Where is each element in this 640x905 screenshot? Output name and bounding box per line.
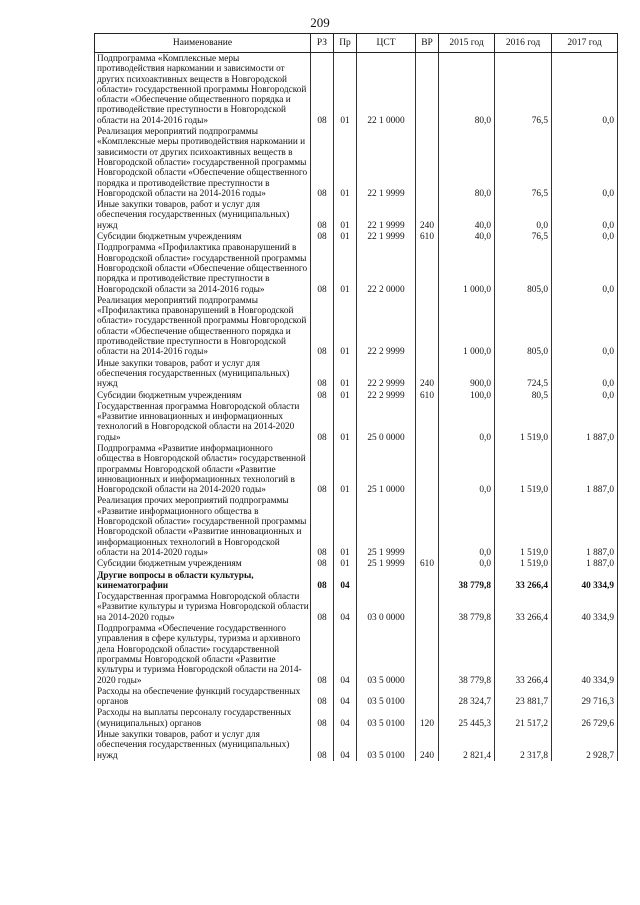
cell-rz: 08: [311, 570, 334, 592]
table-row: [95, 295, 618, 358]
cell-cst: 25 1 0000: [357, 443, 416, 495]
cell-2016: 21 517,2: [495, 707, 552, 729]
cell-name: Подпрограмма «Обеспечение государственного управления в сфере культуры, туризма и архивного дела Новгородской области» государственной программы Новгородской области «Развитие культуры и туризма Новгородской области на 2014-2020 годы»: [95, 623, 311, 686]
cell-2015: 40,0: [439, 199, 495, 231]
cell-vr: 120: [416, 707, 439, 729]
cell-cst: 25 0 0000: [357, 401, 416, 443]
cell-cst: 25 1 9999: [357, 495, 416, 558]
cell-pr: 04: [334, 570, 357, 592]
cell-cst: 03 0 0000: [357, 591, 416, 623]
table-row: [95, 390, 618, 401]
cell-vr: [416, 623, 439, 686]
cell-name: Субсидии бюджетным учреждениям: [95, 231, 311, 242]
cell-vr: [416, 401, 439, 443]
cell-rz: 08: [311, 126, 334, 199]
cell-2015: 38 779,8: [439, 591, 495, 623]
cell-rz: 08: [311, 295, 334, 358]
cell-2017: 40 334,9: [552, 623, 618, 686]
cell-2016: 1 519,0: [495, 401, 552, 443]
cell-2017: 0,0: [552, 390, 618, 401]
cell-2017: 0,0: [552, 295, 618, 358]
table-row: [95, 707, 618, 729]
table-header-row: [95, 34, 618, 53]
cell-name: Реализация мероприятий подпрограммы «Профилактика правонарушений в Новгородской области» государственной программы Новгородской области «Обеспечение общественного порядка и противодействие преступности в Новгородской области на 2014-2016 годы»: [95, 295, 311, 358]
cell-2017: 29 716,3: [552, 686, 618, 708]
cell-2016: 2 317,8: [495, 729, 552, 761]
cell-pr: 04: [334, 729, 357, 761]
cell-2016: 76,5: [495, 231, 552, 242]
cell-rz: 08: [311, 199, 334, 231]
cell-2016: 0,0: [495, 199, 552, 231]
table-row: [95, 443, 618, 495]
table-row: [95, 358, 618, 390]
cell-vr: 610: [416, 390, 439, 401]
cell-cst: 22 1 9999: [357, 199, 416, 231]
cell-rz: 08: [311, 707, 334, 729]
cell-rz: 08: [311, 729, 334, 761]
cell-2016: 1 519,0: [495, 558, 552, 569]
cell-name: Реализация мероприятий подпрограммы «Комплексные меры противодействия наркомании и зависимости от других психоактивных веществ в Новгородской области» государственной программы Новгородской области «Обеспечение общественного порядка и противодействие преступности в Новгородской области на 2014-2016 годы»: [95, 126, 311, 199]
cell-2016: 80,5: [495, 390, 552, 401]
cell-cst: 22 2 9999: [357, 358, 416, 390]
cell-2017: 0,0: [552, 53, 618, 127]
cell-2016: 33 266,4: [495, 570, 552, 592]
cell-2015: 0,0: [439, 495, 495, 558]
cell-vr: [416, 570, 439, 592]
cell-pr: 01: [334, 295, 357, 358]
header-2017: 2017 год: [552, 34, 618, 53]
table-row: [95, 623, 618, 686]
cell-cst: 22 1 9999: [357, 126, 416, 199]
cell-pr: 01: [334, 495, 357, 558]
cell-rz: 08: [311, 591, 334, 623]
cell-2017: 0,0: [552, 126, 618, 199]
cell-2017: 1 887,0: [552, 495, 618, 558]
cell-2016: 23 881,7: [495, 686, 552, 708]
cell-rz: 08: [311, 242, 334, 294]
cell-name: Реализация прочих мероприятий подпрограммы «Развитие информационного общества в Новгородской области» государственной программы Новгородской области «Развитие инновационных и информационных технологий в Новгородской области на 2014-2020 годы»: [95, 495, 311, 558]
cell-2017: 26 729,6: [552, 707, 618, 729]
cell-rz: 08: [311, 401, 334, 443]
cell-pr: 04: [334, 707, 357, 729]
cell-pr: 01: [334, 390, 357, 401]
cell-cst: 03 5 0000: [357, 623, 416, 686]
header-2016: 2016 год: [495, 34, 552, 53]
cell-cst: 22 2 9999: [357, 295, 416, 358]
cell-2016: 33 266,4: [495, 623, 552, 686]
cell-pr: 01: [334, 53, 357, 127]
cell-cst: 22 1 9999: [357, 231, 416, 242]
cell-2016: 76,5: [495, 53, 552, 127]
cell-2015: 80,0: [439, 126, 495, 199]
table-row: [95, 495, 618, 558]
header-rz: РЗ: [311, 34, 334, 53]
cell-name: Государственная программа Новгородской области «Развитие культуры и туризма Новгородской области на 2014-2020 годы»: [95, 591, 311, 623]
header-cst: ЦСТ: [357, 34, 416, 53]
cell-cst: 03 5 0100: [357, 707, 416, 729]
cell-2015: 0,0: [439, 558, 495, 569]
cell-name: Субсидии бюджетным учреждениям: [95, 390, 311, 401]
table-row: [95, 729, 618, 761]
cell-vr: 610: [416, 231, 439, 242]
cell-name: Подпрограмма «Комплексные меры противодействия наркомании и зависимости от других психоактивных веществ в Новгородской области» государственной программы Новгородской области «Обеспечение общественного порядка и противодействие преступности в Новгородской области на 2014-2016 годы»: [95, 53, 311, 127]
cell-2015: 1 000,0: [439, 242, 495, 294]
table-row: [95, 591, 618, 623]
cell-2016: 805,0: [495, 295, 552, 358]
cell-vr: [416, 126, 439, 199]
cell-2017: 1 887,0: [552, 558, 618, 569]
cell-2015: 28 324,7: [439, 686, 495, 708]
cell-2015: 2 821,4: [439, 729, 495, 761]
cell-2015: 100,0: [439, 390, 495, 401]
cell-name: Другие вопросы в области культуры, кинематографии: [95, 570, 311, 592]
cell-name: Расходы на выплаты персоналу государственных (муниципальных) органов: [95, 707, 311, 729]
cell-vr: [416, 443, 439, 495]
cell-rz: 08: [311, 443, 334, 495]
cell-2016: 805,0: [495, 242, 552, 294]
cell-pr: 01: [334, 126, 357, 199]
cell-rz: 08: [311, 495, 334, 558]
cell-cst: 22 2 0000: [357, 242, 416, 294]
table-row: [95, 570, 618, 592]
cell-pr: 01: [334, 242, 357, 294]
header-pr: Пр: [334, 34, 357, 53]
page-number: 209: [310, 15, 330, 30]
table-row: [95, 126, 618, 199]
table-body: [95, 53, 618, 762]
table-row: [95, 199, 618, 231]
cell-name: Подпрограмма «Профилактика правонарушений в Новгородской области» государственной программы Новгородской области «Обеспечение общественного порядка и противодействие преступности в Новгородской области за 2014-2016 годы»: [95, 242, 311, 294]
cell-2017: 1 887,0: [552, 401, 618, 443]
cell-pr: 04: [334, 623, 357, 686]
cell-pr: 01: [334, 443, 357, 495]
cell-vr: [416, 242, 439, 294]
cell-pr: 04: [334, 591, 357, 623]
cell-rz: 08: [311, 358, 334, 390]
budget-table: [94, 33, 618, 762]
cell-name: Подпрограмма «Развитие информационного общества в Новгородской области» государственной программы Новгородской области «Развитие инновационных и информационных технологий в Новгородской области на 2014-2020 годы»: [95, 443, 311, 495]
cell-2015: 1 000,0: [439, 295, 495, 358]
cell-2017: 2 928,7: [552, 729, 618, 761]
cell-2017: 0,0: [552, 242, 618, 294]
cell-rz: 08: [311, 390, 334, 401]
cell-rz: 08: [311, 231, 334, 242]
table-row: [95, 242, 618, 294]
cell-cst: [357, 570, 416, 592]
cell-2017: 1 887,0: [552, 443, 618, 495]
cell-vr: [416, 295, 439, 358]
header-name: Наименование: [95, 34, 311, 53]
cell-name: Субсидии бюджетным учреждениям: [95, 558, 311, 569]
cell-name: Иные закупки товаров, работ и услуг для обеспечения государственных (муниципальных) нужд: [95, 358, 311, 390]
table-row: [95, 53, 618, 127]
cell-vr: [416, 53, 439, 127]
cell-pr: 01: [334, 558, 357, 569]
cell-2015: 40,0: [439, 231, 495, 242]
cell-pr: 01: [334, 401, 357, 443]
table-row: [95, 401, 618, 443]
cell-2017: 0,0: [552, 358, 618, 390]
table-row: [95, 686, 618, 708]
cell-2015: 0,0: [439, 401, 495, 443]
cell-2017: 40 334,9: [552, 591, 618, 623]
cell-2016: 76,5: [495, 126, 552, 199]
cell-rz: 08: [311, 53, 334, 127]
cell-cst: 22 2 9999: [357, 390, 416, 401]
cell-cst: 22 1 0000: [357, 53, 416, 127]
header-vr: ВР: [416, 34, 439, 53]
cell-rz: 08: [311, 558, 334, 569]
cell-vr: [416, 495, 439, 558]
cell-cst: 03 5 0100: [357, 686, 416, 708]
cell-2017: 0,0: [552, 199, 618, 231]
cell-rz: 08: [311, 686, 334, 708]
cell-2015: 80,0: [439, 53, 495, 127]
cell-name: Расходы на обеспечение функций государственных органов: [95, 686, 311, 708]
table-row: [95, 231, 618, 242]
cell-2016: 724,5: [495, 358, 552, 390]
cell-vr: 610: [416, 558, 439, 569]
cell-cst: 03 5 0100: [357, 729, 416, 761]
cell-2016: 1 519,0: [495, 443, 552, 495]
cell-rz: 08: [311, 623, 334, 686]
cell-2015: 900,0: [439, 358, 495, 390]
cell-2015: 38 779,8: [439, 623, 495, 686]
cell-name: Иные закупки товаров, работ и услуг для обеспечения государственных (муниципальных) нужд: [95, 729, 311, 761]
cell-vr: 240: [416, 358, 439, 390]
cell-2015: 38 779,8: [439, 570, 495, 592]
cell-vr: [416, 686, 439, 708]
cell-2015: 0,0: [439, 443, 495, 495]
cell-2016: 1 519,0: [495, 495, 552, 558]
cell-pr: 01: [334, 231, 357, 242]
cell-2017: 0,0: [552, 231, 618, 242]
cell-name: Государственная программа Новгородской области «Развитие инновационных и информационных технологий в Новгородской области на 2014-2020 годы»: [95, 401, 311, 443]
cell-vr: 240: [416, 729, 439, 761]
cell-2016: 33 266,4: [495, 591, 552, 623]
cell-pr: 04: [334, 686, 357, 708]
cell-2017: 40 334,9: [552, 570, 618, 592]
cell-cst: 25 1 9999: [357, 558, 416, 569]
cell-name: Иные закупки товаров, работ и услуг для обеспечения государственных (муниципальных) нужд: [95, 199, 311, 231]
cell-2015: 25 445,3: [439, 707, 495, 729]
table-row: [95, 558, 618, 569]
header-2015: 2015 год: [439, 34, 495, 53]
cell-vr: 240: [416, 199, 439, 231]
cell-pr: 01: [334, 358, 357, 390]
cell-pr: 01: [334, 199, 357, 231]
cell-vr: [416, 591, 439, 623]
